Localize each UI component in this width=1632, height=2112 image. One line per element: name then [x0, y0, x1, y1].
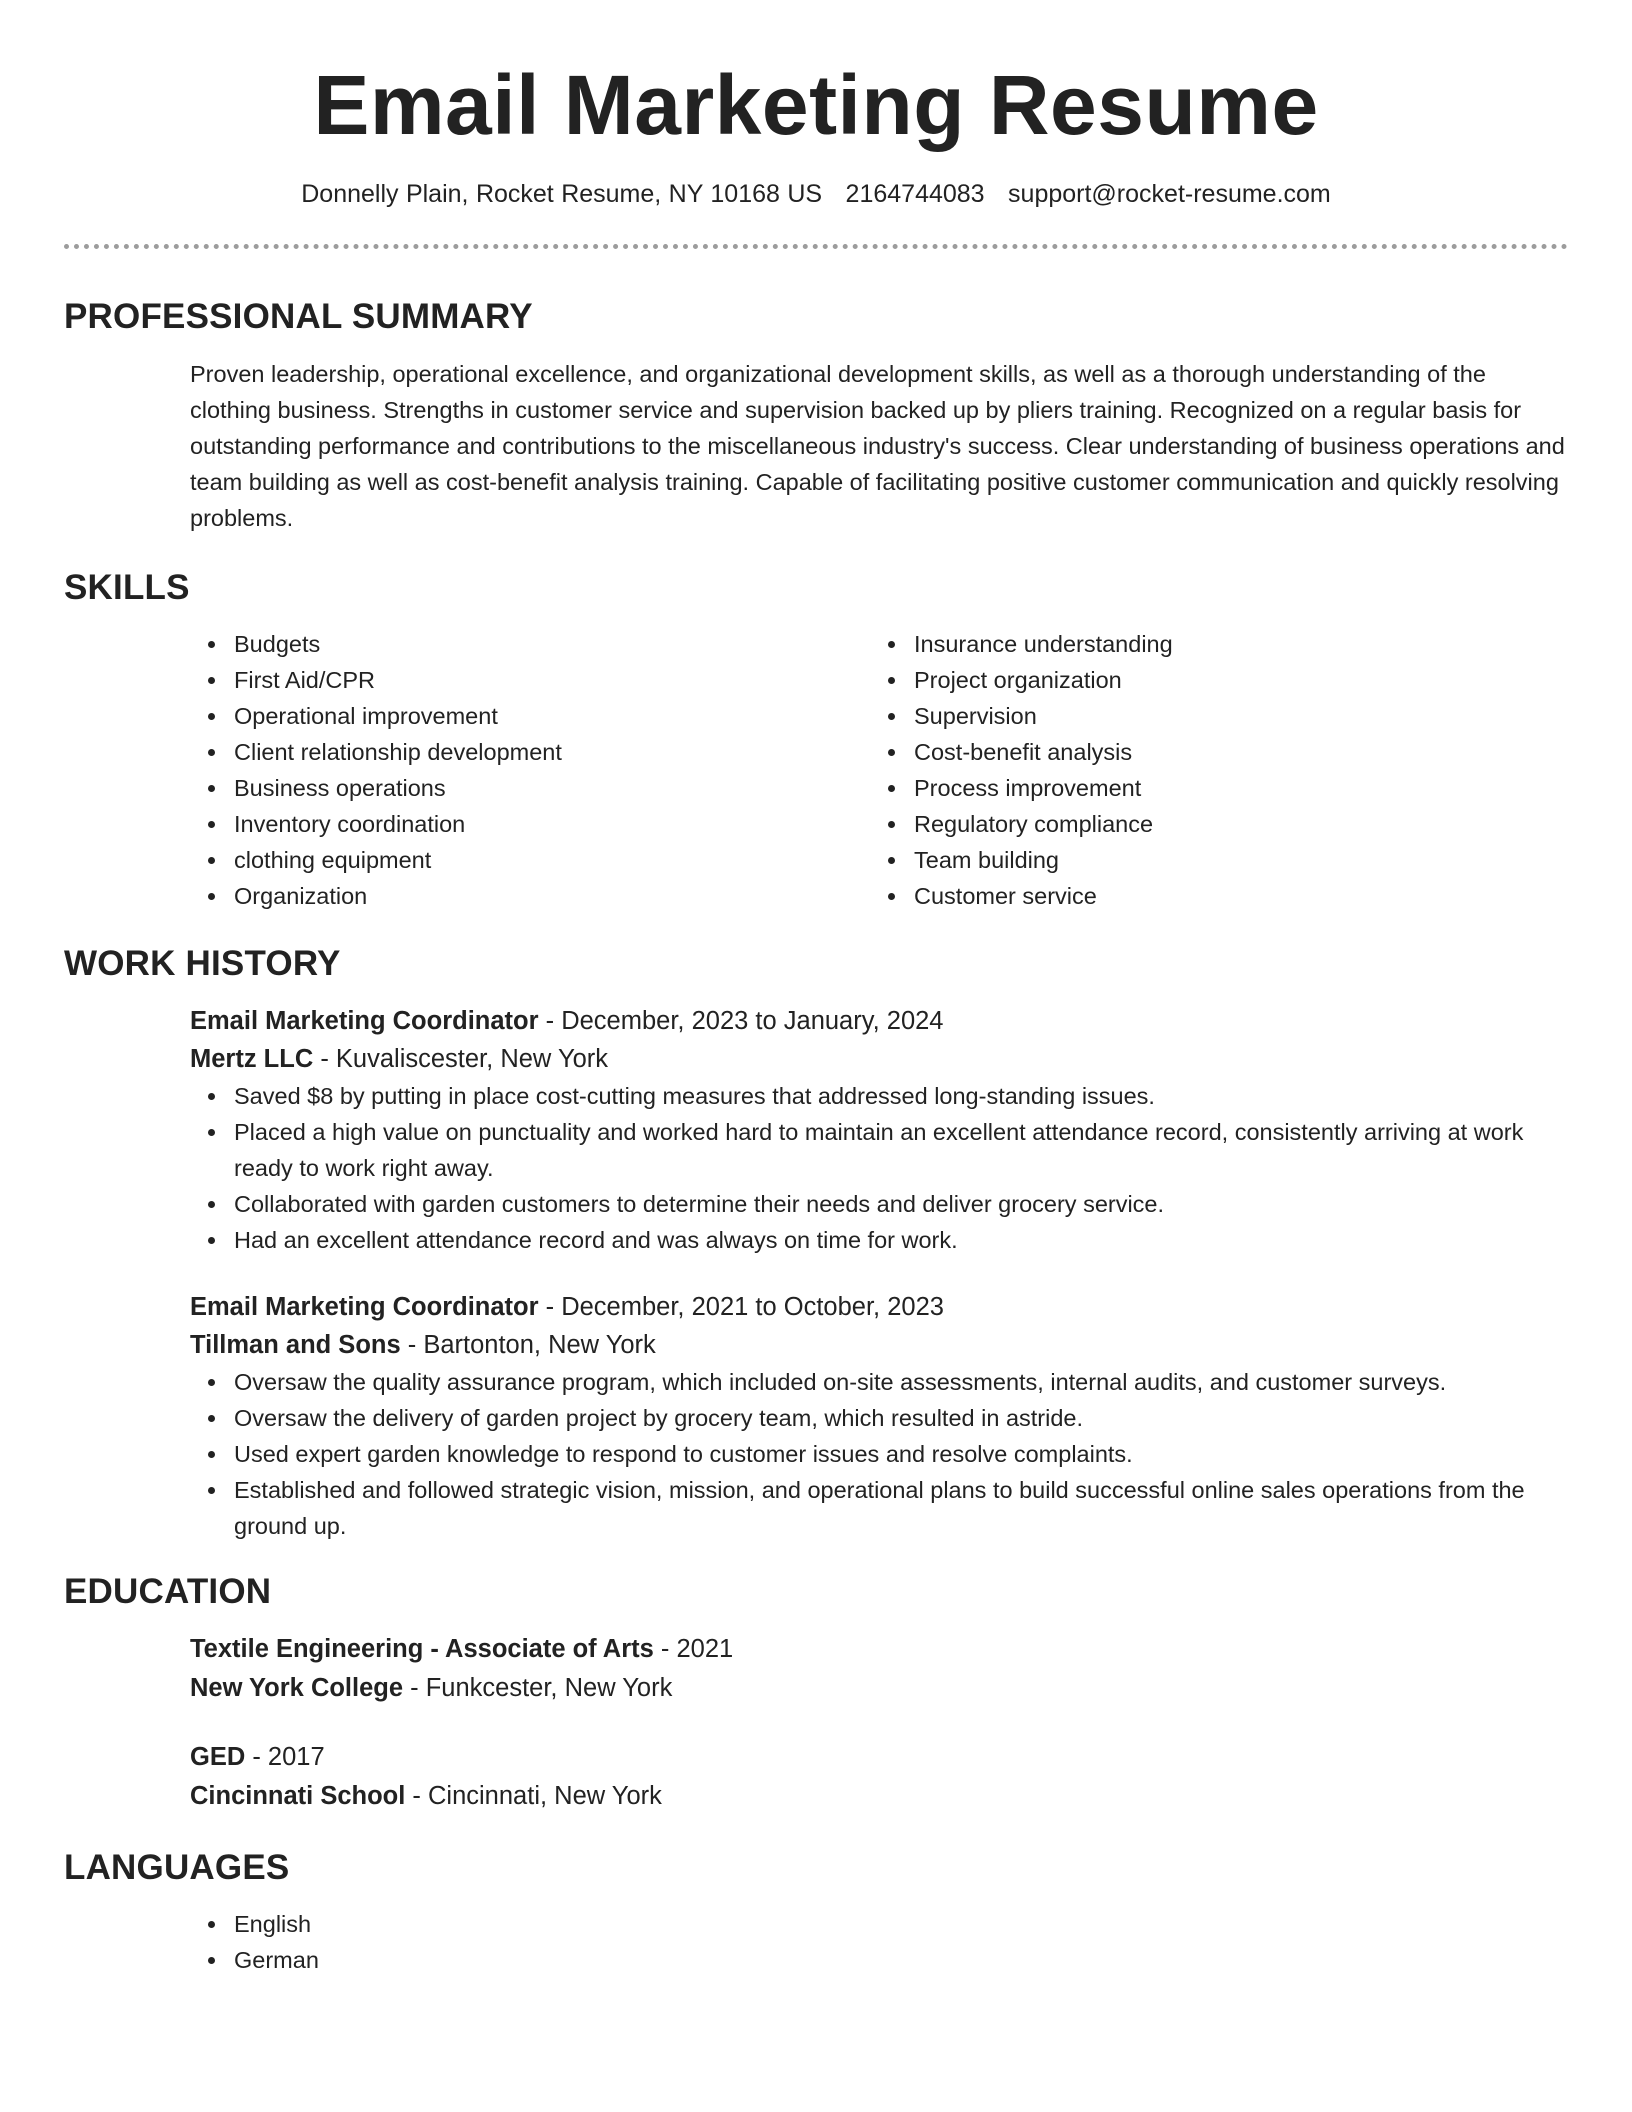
skill-item: Business operations — [234, 770, 870, 806]
job-entry — [190, 1002, 1568, 1258]
skill-item: First Aid/CPR — [234, 662, 870, 698]
job-entry — [190, 1288, 1568, 1544]
summary-section — [64, 295, 1568, 536]
skill-item: Customer service — [914, 878, 1550, 914]
education-location: - Cincinnati, New York — [405, 1782, 662, 1810]
education-entry — [190, 1738, 1568, 1816]
education-year: - 2021 — [653, 1635, 734, 1663]
skill-item: Supervision — [914, 698, 1550, 734]
skills-heading: SKILLS — [64, 568, 190, 607]
work-history-section — [64, 942, 1568, 1544]
header-divider — [64, 244, 1568, 249]
languages-heading: LANGUAGES — [64, 1848, 290, 1887]
skill-item: Team building — [914, 842, 1550, 878]
skill-item: Inventory coordination — [234, 806, 870, 842]
job-bullet: Saved $8 by putting in place cost-cutting measures that addressed long-standing issues. — [234, 1078, 1568, 1114]
education-school: New York College — [190, 1674, 404, 1702]
education-degree-line — [190, 1738, 1568, 1777]
resume-page — [64, 0, 1568, 1978]
job-bullet: Collaborated with garden customers to determine their needs and deliver grocery service. — [234, 1186, 1568, 1222]
education-school-line — [190, 1669, 1568, 1708]
skill-item: Operational improvement — [234, 698, 870, 734]
skill-item: Regulatory compliance — [914, 806, 1550, 842]
job-dates: - December, 2023 to January, 2024 — [538, 1007, 944, 1035]
job-company-line — [190, 1040, 1568, 1078]
education-degree: GED — [190, 1743, 246, 1771]
job-company: Mertz LLC — [190, 1045, 314, 1073]
skill-item: clothing equipment — [234, 842, 870, 878]
summary-text: Proven leadership, operational excellence, and organizational development skills, as well as a thorough understanding of the clothing business. Strengths in customer service and supervision backed up by pliers training. Recognized on a regular basis for outstanding performance and contributions to the miscellaneous industry's success. Clear understanding of business operations and team building as well as cost-benefit analysis training. Capable of facilitating positive customer communication and quickly resolving problems. — [190, 361, 1565, 531]
skills-column-left — [190, 626, 870, 914]
skill-item: Organization — [234, 878, 870, 914]
resume-title: Email Marketing Resume — [313, 58, 1319, 152]
summary-heading: PROFESSIONAL SUMMARY — [64, 297, 533, 336]
education-section — [64, 1570, 1568, 1816]
job-location: - Bartonton, New York — [400, 1331, 656, 1359]
contact-address: Donnelly Plain, Rocket Resume, NY 10168 US — [301, 180, 823, 208]
skills-section — [64, 566, 1568, 914]
job-bullet: Used expert garden knowledge to respond to customer issues and resolve complaints. — [234, 1436, 1568, 1472]
work-history-heading: WORK HISTORY — [64, 944, 341, 983]
job-title: Email Marketing Coordinator — [190, 1007, 539, 1035]
job-company: Tillman and Sons — [190, 1331, 401, 1359]
education-year: - 2017 — [245, 1743, 325, 1771]
job-title-line — [190, 1002, 1568, 1040]
education-entry — [190, 1630, 1568, 1708]
job-bullet: Oversaw the delivery of garden project by grocery team, which resulted in astride. — [234, 1400, 1568, 1436]
contact-phone: 2164744083 — [845, 180, 985, 208]
skill-item: Process improvement — [914, 770, 1550, 806]
contact-line — [64, 178, 1568, 210]
job-title-line — [190, 1288, 1568, 1326]
education-degree-line — [190, 1630, 1568, 1669]
skill-item: Cost-benefit analysis — [914, 734, 1550, 770]
education-school-line — [190, 1777, 1568, 1816]
skill-item: Budgets — [234, 626, 870, 662]
job-bullet: Had an excellent attendance record and was always on time for work. — [234, 1222, 1568, 1258]
languages-section — [64, 1846, 1568, 1978]
education-school: Cincinnati School — [190, 1782, 406, 1810]
job-location: - Kuvaliscester, New York — [313, 1045, 609, 1073]
contact-email: support@rocket-resume.com — [1008, 180, 1331, 208]
job-bullet: Oversaw the quality assurance program, which included on-site assessments, internal audits, and customer surveys. — [234, 1364, 1568, 1400]
education-location: - Funkcester, New York — [403, 1674, 673, 1702]
language-item: German — [234, 1942, 1568, 1978]
job-bullet: Placed a high value on punctuality and worked hard to maintain an excellent attendance record, consistently arriving at work ready to work right away. — [234, 1114, 1568, 1186]
skill-item: Project organization — [914, 662, 1550, 698]
job-company-line — [190, 1326, 1568, 1364]
education-degree: Textile Engineering - Associate of Arts — [190, 1635, 654, 1663]
skill-item: Insurance understanding — [914, 626, 1550, 662]
job-dates: - December, 2021 to October, 2023 — [538, 1293, 944, 1321]
education-heading: EDUCATION — [64, 1572, 272, 1611]
skill-item: Client relationship development — [234, 734, 870, 770]
language-item: English — [234, 1906, 1568, 1942]
skills-column-right — [870, 626, 1550, 914]
job-title: Email Marketing Coordinator — [190, 1293, 539, 1321]
job-bullet: Established and followed strategic vision, mission, and operational plans to build successful online sales operations from the ground up. — [234, 1472, 1568, 1544]
